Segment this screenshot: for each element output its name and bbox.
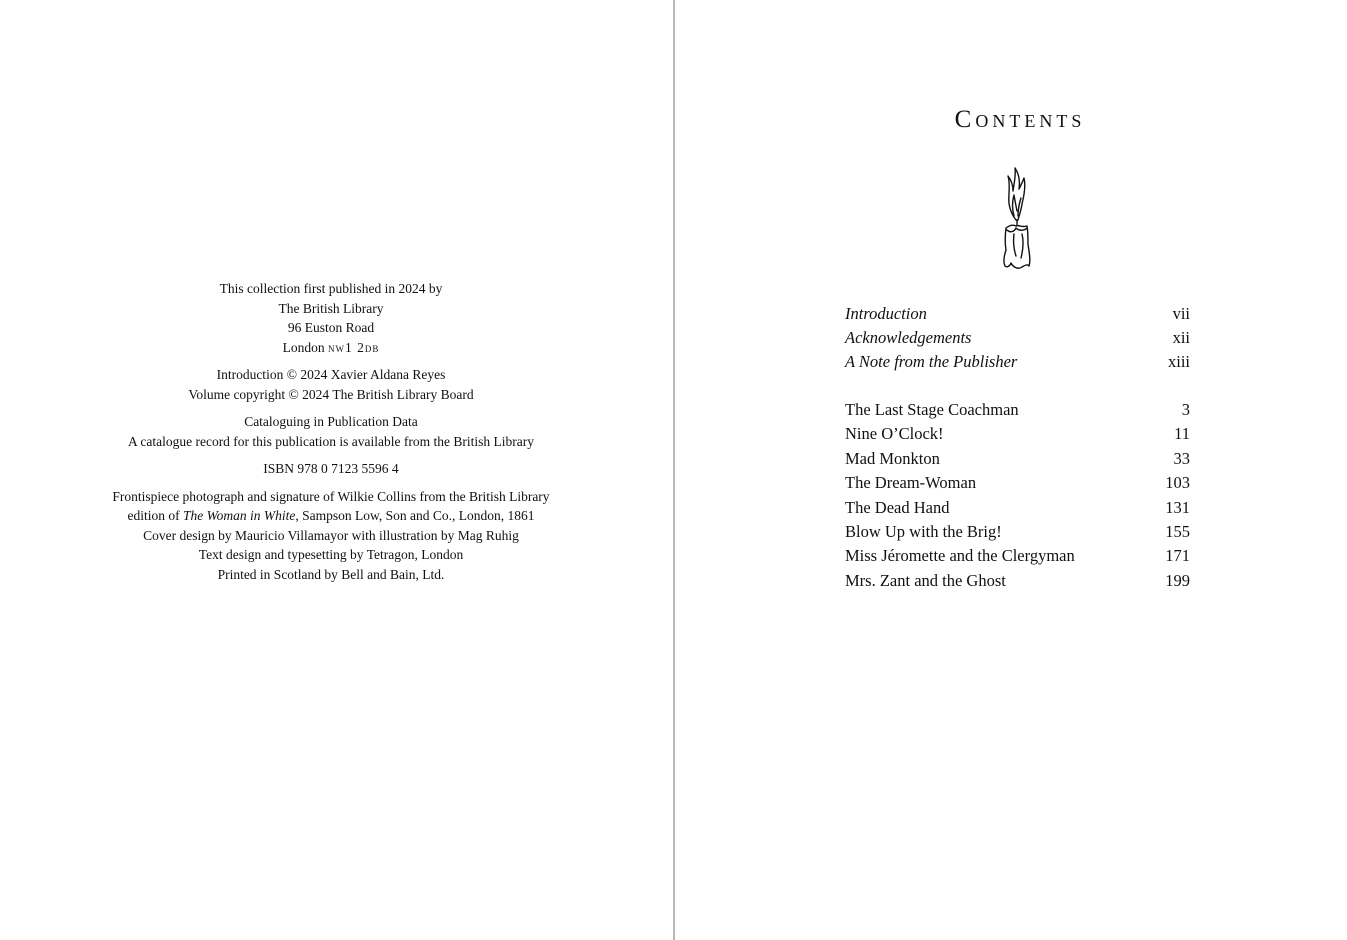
toc-entry-page: xii bbox=[1172, 328, 1190, 347]
toc-entry-introduction[interactable] bbox=[845, 302, 1190, 326]
volume-copyright: Volume copyright © 2024 The British Library Board bbox=[188, 386, 474, 402]
toc-entry-title: Nine O’Clock! bbox=[845, 424, 944, 444]
introduction-copyright: Introduction © 2024 Xavier Aldana Reyes bbox=[216, 367, 446, 382]
copyright-info bbox=[60, 365, 602, 404]
isbn: ISBN 978 0 7123 5596 4 bbox=[263, 461, 399, 476]
toc-entry-mrs-zant[interactable] bbox=[845, 569, 1190, 593]
toc-entry-page: 131 bbox=[1165, 497, 1190, 517]
toc-entry-title: The Last Stage Coachman bbox=[845, 400, 1019, 419]
toc-entry-note-from-publisher[interactable] bbox=[845, 350, 1190, 374]
toc-entry-title: Introduction bbox=[845, 304, 927, 323]
publication-line: This collection first published in 2024 by bbox=[219, 281, 443, 296]
cataloguing-heading: Cataloguing in Publication Data bbox=[244, 414, 418, 429]
imprint-block bbox=[60, 279, 602, 592]
toc-entry-page: 33 bbox=[1173, 448, 1190, 468]
toc-entry-title: The Dead Hand bbox=[845, 497, 950, 517]
toc-entry-title: Miss Jéromette and the Clergyman bbox=[845, 546, 1075, 566]
toc-entry-page: vii bbox=[1172, 304, 1190, 323]
toc-entry-title: A Note from the Publisher bbox=[845, 352, 1018, 371]
edition-prefix: edition of bbox=[127, 508, 183, 523]
toc-entry-title: The Dream-Woman bbox=[845, 473, 977, 493]
toc-entry-page: 11 bbox=[1174, 424, 1190, 444]
contents-page bbox=[675, 0, 1347, 940]
imprint-page bbox=[0, 0, 673, 940]
toc-entry-page: 3 bbox=[1181, 400, 1190, 419]
toc-entry-miss-jeromette[interactable] bbox=[845, 544, 1190, 568]
toc-entry-page: 155 bbox=[1165, 521, 1190, 541]
contents-title: Contents bbox=[954, 106, 1086, 133]
toc-entry-dream-woman[interactable] bbox=[845, 471, 1190, 495]
toc-entry-title: Mad Monkton bbox=[845, 448, 940, 468]
toc-entry-title: Blow Up with the Brig! bbox=[845, 521, 1002, 541]
cataloguing-record: A catalogue record for this publication is available from the British Library bbox=[127, 433, 534, 449]
toc-entry-mad-monkton[interactable] bbox=[845, 447, 1190, 471]
toc-entry-blow-up-with-the-brig[interactable] bbox=[845, 520, 1190, 544]
publisher-city: London bbox=[282, 339, 325, 355]
cataloguing-info bbox=[60, 412, 602, 451]
edition-credit bbox=[60, 506, 602, 526]
front-matter-list bbox=[845, 302, 1190, 374]
credits-info bbox=[60, 487, 602, 585]
toc-entry-page: xiii bbox=[1167, 352, 1190, 371]
typesetting-credit: Text design and typesetting by Tetragon, London bbox=[198, 547, 464, 562]
toc-entry-acknowledgements[interactable] bbox=[845, 326, 1190, 350]
toc-entry-title: Acknowledgements bbox=[845, 328, 972, 347]
cover-credit: Cover design by Mauricio Villamayor with illustration by Mag Ruhig bbox=[143, 527, 519, 543]
edition-title: The Woman in White bbox=[183, 508, 296, 523]
toc-entry-page: 171 bbox=[1165, 546, 1190, 566]
frontispiece-credit: Frontispiece photograph and signature of Wilkie Collins from the British Library bbox=[112, 488, 550, 504]
edition-suffix: , Sampson Low, Son and Co., London, 1861 bbox=[295, 508, 535, 523]
stories-list bbox=[845, 398, 1190, 593]
printing-credit: Printed in Scotland by Bell and Bain, Ltd. bbox=[217, 566, 445, 582]
isbn-info bbox=[60, 459, 602, 479]
publisher-city-line bbox=[60, 338, 602, 358]
publisher-name: The British Library bbox=[278, 300, 384, 316]
toc-entry-dead-hand[interactable] bbox=[845, 496, 1190, 520]
toc-entry-page: 199 bbox=[1165, 570, 1190, 590]
toc-entry-page: 103 bbox=[1165, 473, 1190, 493]
toc-entry-nine-oclock[interactable] bbox=[845, 422, 1190, 446]
publisher-postcode: nw1 2db bbox=[328, 339, 380, 355]
toc-entry-title: Mrs. Zant and the Ghost bbox=[845, 570, 1006, 590]
publication-info bbox=[60, 279, 602, 357]
toc-entry-last-stage-coachman[interactable] bbox=[845, 398, 1190, 422]
publisher-street: 96 Euston Road bbox=[287, 320, 375, 335]
candle-icon bbox=[997, 164, 1037, 272]
